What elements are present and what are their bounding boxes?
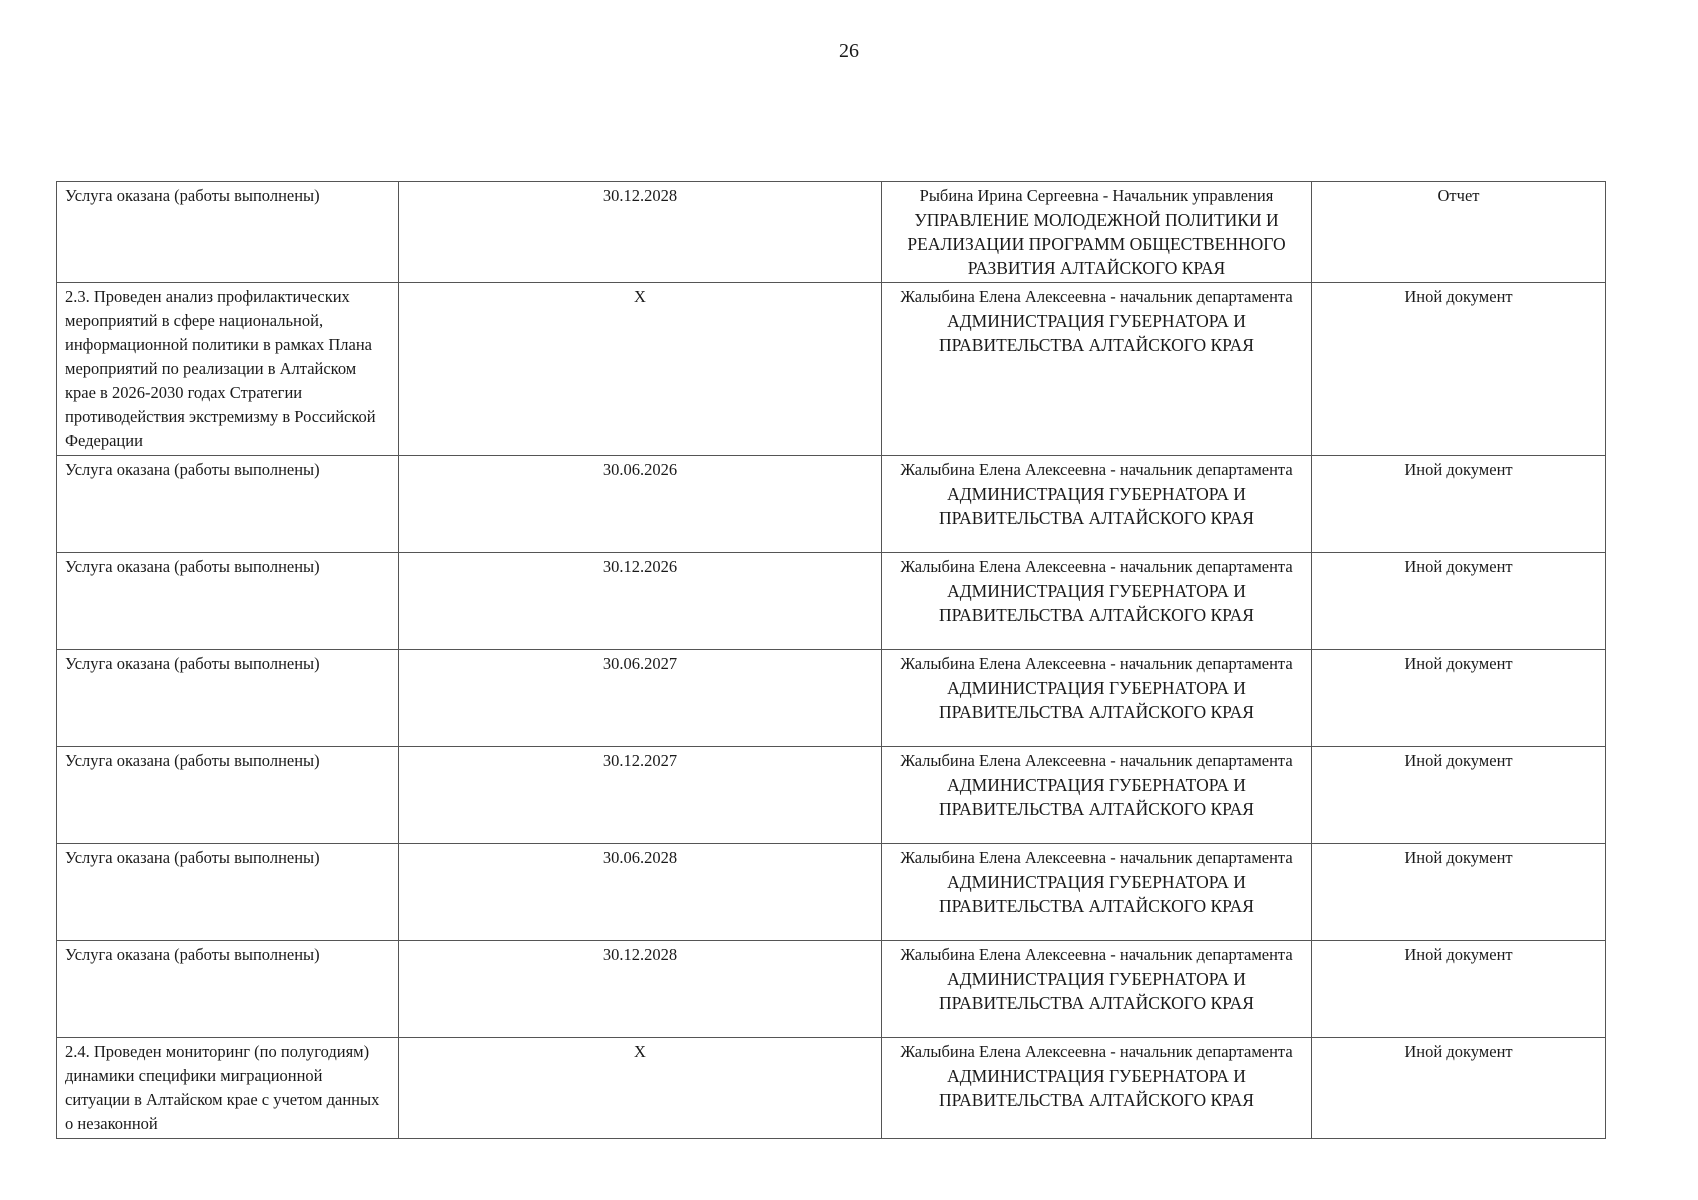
table-row — [57, 747, 1606, 844]
due-date: 30.06.2028 — [399, 844, 882, 941]
responsible-cell — [882, 844, 1312, 941]
table-row — [57, 844, 1606, 941]
table-row — [57, 553, 1606, 650]
responsible-cell — [882, 456, 1312, 553]
due-date: 30.12.2027 — [399, 747, 882, 844]
responsible-cell — [882, 747, 1312, 844]
document-type: Отчет — [1312, 182, 1606, 283]
result-name: 2.4. Проведен мониторинг (по полугодиям) динамики специфики миграционной ситуации в Алтайском крае с учетом данных о незаконной — [57, 1038, 399, 1139]
responsible-cell — [882, 1038, 1312, 1139]
document-type: Иной документ — [1312, 650, 1606, 747]
table-row — [57, 456, 1606, 553]
table-row — [57, 650, 1606, 747]
responsible-cell — [882, 182, 1312, 283]
table-row — [57, 283, 1606, 456]
responsible-person: Жалыбина Елена Алексеевна - начальник департамента — [900, 460, 1293, 479]
due-date: 30.06.2026 — [399, 456, 882, 553]
table-row — [57, 1038, 1606, 1139]
responsible-organization: АДМИНИСТРАЦИЯ ГУБЕРНАТОРА И ПРАВИТЕЛЬСТВА АЛТАЙСКОГО КРАЯ — [939, 484, 1254, 528]
due-date: 30.12.2028 — [399, 182, 882, 283]
document-type: Иной документ — [1312, 1038, 1606, 1139]
responsible-person: Жалыбина Елена Алексеевна - начальник департамента — [900, 654, 1293, 673]
due-date: 30.06.2027 — [399, 650, 882, 747]
results-table — [56, 181, 1606, 1139]
document-type: Иной документ — [1312, 283, 1606, 456]
responsible-cell — [882, 283, 1312, 456]
result-name: Услуга оказана (работы выполнены) — [57, 650, 399, 747]
result-name: Услуга оказана (работы выполнены) — [57, 844, 399, 941]
due-date: X — [399, 1038, 882, 1139]
responsible-organization: АДМИНИСТРАЦИЯ ГУБЕРНАТОРА И ПРАВИТЕЛЬСТВА АЛТАЙСКОГО КРАЯ — [939, 775, 1254, 819]
due-date: 30.12.2028 — [399, 941, 882, 1038]
responsible-organization: УПРАВЛЕНИЕ МОЛОДЕЖНОЙ ПОЛИТИКИ И РЕАЛИЗАЦИИ ПРОГРАММ ОБЩЕСТВЕННОГО РАЗВИТИЯ АЛТАЙСКОГО КРАЯ — [907, 210, 1286, 278]
responsible-organization: АДМИНИСТРАЦИЯ ГУБЕРНАТОРА И ПРАВИТЕЛЬСТВА АЛТАЙСКОГО КРАЯ — [939, 311, 1254, 355]
responsible-organization: АДМИНИСТРАЦИЯ ГУБЕРНАТОРА И ПРАВИТЕЛЬСТВА АЛТАЙСКОГО КРАЯ — [939, 678, 1254, 722]
document-type: Иной документ — [1312, 553, 1606, 650]
result-name: Услуга оказана (работы выполнены) — [57, 941, 399, 1038]
responsible-organization: АДМИНИСТРАЦИЯ ГУБЕРНАТОРА И ПРАВИТЕЛЬСТВА АЛТАЙСКОГО КРАЯ — [939, 872, 1254, 916]
responsible-person: Жалыбина Елена Алексеевна - начальник департамента — [900, 1042, 1293, 1061]
responsible-organization: АДМИНИСТРАЦИЯ ГУБЕРНАТОРА И ПРАВИТЕЛЬСТВА АЛТАЙСКОГО КРАЯ — [939, 581, 1254, 625]
responsible-cell — [882, 650, 1312, 747]
result-name: Услуга оказана (работы выполнены) — [57, 182, 399, 283]
due-date: X — [399, 283, 882, 456]
responsible-cell — [882, 553, 1312, 650]
table-row — [57, 182, 1606, 283]
responsible-cell — [882, 941, 1312, 1038]
document-type: Иной документ — [1312, 941, 1606, 1038]
due-date: 30.12.2026 — [399, 553, 882, 650]
result-name: Услуга оказана (работы выполнены) — [57, 456, 399, 553]
document-type: Иной документ — [1312, 747, 1606, 844]
result-name: Услуга оказана (работы выполнены) — [57, 553, 399, 650]
document-type: Иной документ — [1312, 844, 1606, 941]
document-type: Иной документ — [1312, 456, 1606, 553]
responsible-person: Жалыбина Елена Алексеевна - начальник департамента — [900, 751, 1293, 770]
responsible-person: Жалыбина Елена Алексеевна - начальник департамента — [900, 945, 1293, 964]
responsible-person: Жалыбина Елена Алексеевна - начальник департамента — [900, 557, 1293, 576]
result-name: 2.3. Проведен анализ профилактических мероприятий в сфере национальной, информационной политики в рамках Плана мероприятий по реализации в Алтайском крае в 2026-2030 годах Стратегии противодействия экстремизму в Российской Федерации — [57, 283, 399, 456]
responsible-person: Рыбина Ирина Сергеевна - Начальник управления — [919, 186, 1274, 205]
table-row — [57, 941, 1606, 1038]
responsible-person: Жалыбина Елена Алексеевна - начальник департамента — [900, 848, 1293, 867]
responsible-organization: АДМИНИСТРАЦИЯ ГУБЕРНАТОРА И ПРАВИТЕЛЬСТВА АЛТАЙСКОГО КРАЯ — [939, 1066, 1254, 1110]
responsible-organization: АДМИНИСТРАЦИЯ ГУБЕРНАТОРА И ПРАВИТЕЛЬСТВА АЛТАЙСКОГО КРАЯ — [939, 969, 1254, 1013]
page-number: 26 — [839, 40, 859, 62]
responsible-person: Жалыбина Елена Алексеевна - начальник департамента — [900, 287, 1293, 306]
result-name: Услуга оказана (работы выполнены) — [57, 747, 399, 844]
